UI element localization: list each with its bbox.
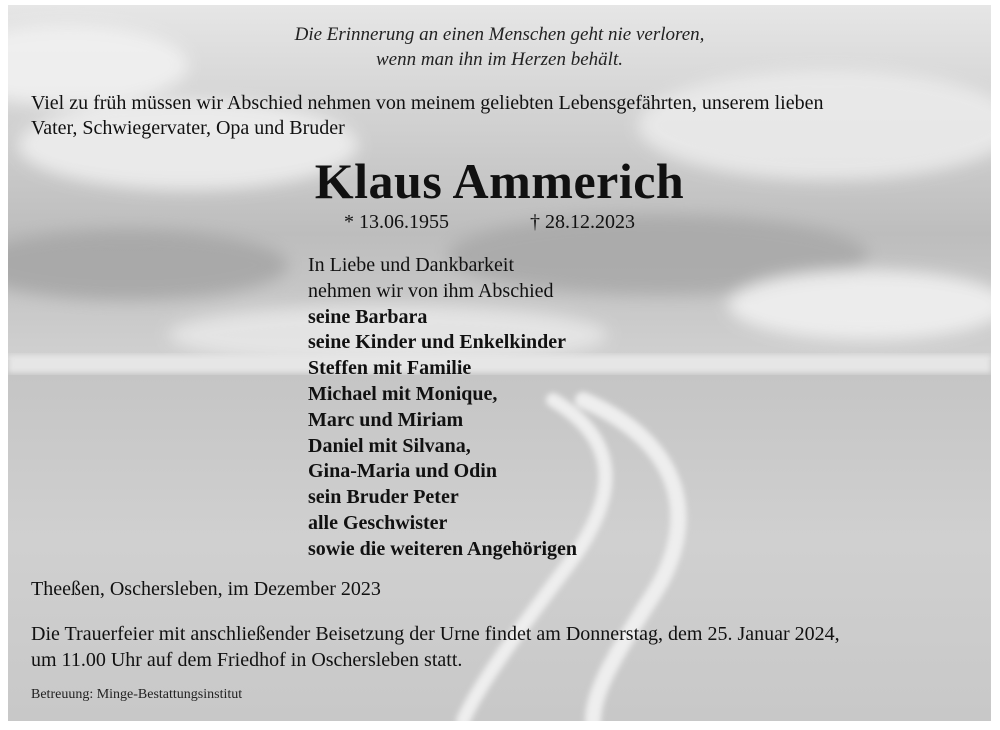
mourner-line: Steffen mit Familie xyxy=(308,357,472,380)
mourner-line: nehmen wir von ihm Abschied xyxy=(308,279,554,302)
obituary-notice xyxy=(8,5,991,721)
mourner-line: Gina-Maria und Odin xyxy=(308,460,497,483)
funeral-service-info xyxy=(31,621,840,673)
mourner-line: Michael mit Monique, xyxy=(308,382,498,405)
motto-line: Die Erinnerung an einen Menschen geht nie verloren, xyxy=(294,24,705,45)
place-and-date: Theeßen, Oschersleben, im Dezember 2023 xyxy=(31,578,381,600)
intro-text xyxy=(31,91,976,141)
deceased-name: Klaus Ammerich xyxy=(314,153,685,209)
mourner-line: Daniel mit Silvana, xyxy=(308,434,471,457)
funeral-home-credit: Betreuung: Minge-Bestattungsinstitut xyxy=(31,687,243,702)
service-line: um 11.00 Uhr auf dem Friedhof in Oschersleben statt. xyxy=(31,649,463,671)
death-date: † 28.12.2023 xyxy=(530,211,635,233)
motto-line: wenn man ihn im Herzen behält. xyxy=(376,49,623,70)
mourner-line: In Liebe und Dankbarkeit xyxy=(308,254,515,276)
mourner-line: sein Bruder Peter xyxy=(308,486,459,509)
mourner-line: Marc und Miriam xyxy=(308,408,464,431)
service-line: Die Trauerfeier mit anschließender Beisetzung der Urne findet am Donnerstag, dem 25. Januar 2024, xyxy=(31,623,840,645)
mourner-line: alle Geschwister xyxy=(308,511,448,534)
birth-date: * 13.06.1955 xyxy=(344,211,449,233)
mourner-line: seine Barbara xyxy=(308,305,428,328)
motto xyxy=(8,22,991,72)
mourners-list xyxy=(308,253,577,563)
mourner-line: sowie die weiteren Angehörigen xyxy=(308,537,578,560)
mourner-line: seine Kinder und Enkelkinder xyxy=(308,331,567,354)
intro-line: Viel zu früh müssen wir Abschied nehmen von meinem geliebten Lebensgefährten, unserem lieben xyxy=(31,92,824,114)
intro-line: Vater, Schwiegervater, Opa und Bruder xyxy=(31,117,345,139)
